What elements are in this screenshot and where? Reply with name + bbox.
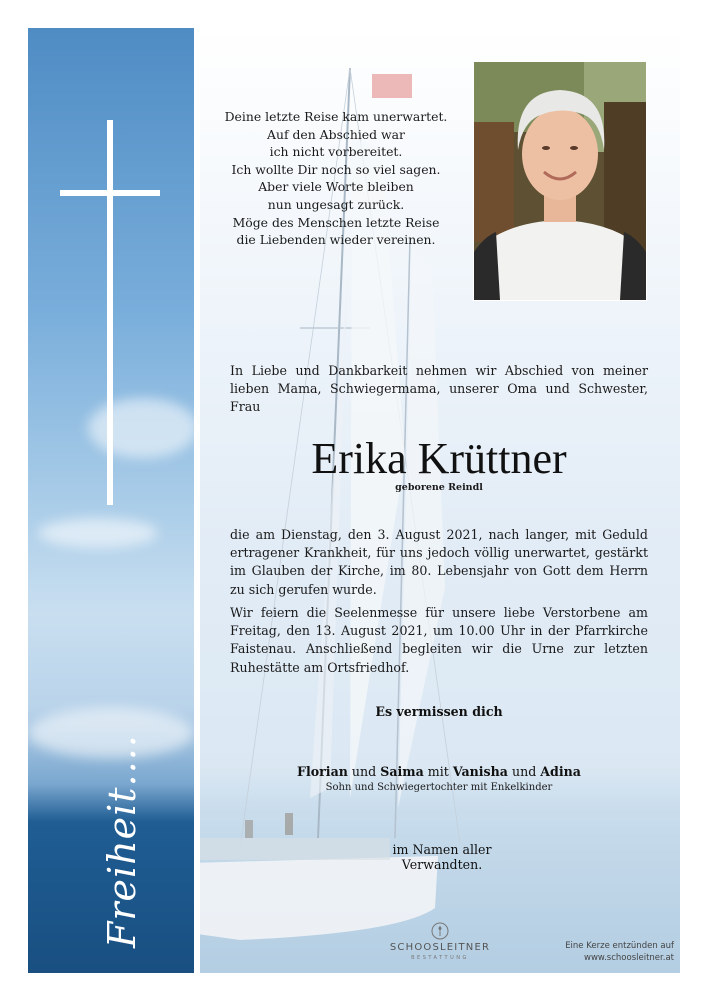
poem-line: ich nicht vorbereitet. bbox=[269, 144, 403, 160]
death-notice-text: die am Dienstag, den 3. August 2021, nach langer, mit Geduld ertragener Krankheit, für uns jedoch völlig unerwartet, gestärkt im Glauben der Kirche, im 80. Lebensjahr von Gott dem Herrn zu sich gerufen wurde. bbox=[230, 527, 648, 597]
connector-word: und bbox=[511, 764, 537, 779]
poem-line: Deine letzte Reise kam unerwartet. bbox=[224, 109, 448, 124]
mourners-relation: Sohn und Schwiegertochter mit Enkelkinder bbox=[325, 782, 553, 793]
funeral-notice-text: Wir feiern die Seelenmesse für unsere liebe Verstorbene am Freitag, den 13. August 2021, um 10.00 Uhr in der Pfarrkirche Faistenau. Anschließend begleiten wir die Urne zur letzten Ruhestätte am Ortsfriedhof. bbox=[230, 605, 648, 675]
maiden-name: geborene Reindl bbox=[395, 482, 483, 493]
relatives-text: im Namen aller Verwandten. bbox=[392, 842, 492, 872]
poem-line: Ich wollte Dir noch so viel sagen. bbox=[231, 161, 441, 177]
poem-line: Aber viele Worte bleiben bbox=[258, 179, 414, 195]
poem-line: Möge des Menschen letzte Reise bbox=[232, 214, 440, 230]
poem-line: nun ungesagt zurück. bbox=[267, 196, 405, 212]
cloud-decoration bbox=[88, 398, 194, 458]
logo-subtitle: BESTATTUNG bbox=[411, 955, 469, 961]
sidebar-vertical-text: Freiheit.... bbox=[100, 734, 144, 948]
connector-word: mit bbox=[427, 764, 449, 779]
poem bbox=[222, 108, 450, 249]
poem-line: die Liebenden wieder vereinen. bbox=[236, 232, 436, 248]
rose-logo-icon bbox=[431, 922, 449, 940]
mourner-name: Saima bbox=[380, 764, 424, 779]
intro-text: In Liebe und Dankbarkeit nehmen wir Abschied von meiner lieben Mama, Schwiegermama, unserer Oma und Schwester, Frau bbox=[230, 363, 648, 414]
mourner-name: Vanisha bbox=[452, 764, 508, 779]
candle-text: Eine Kerze entzünden auf bbox=[565, 941, 674, 951]
candle-link-block bbox=[530, 940, 674, 964]
mourner-name: Adina bbox=[540, 764, 581, 779]
cross-icon bbox=[107, 120, 113, 505]
poem-line: Auf den Abschied war bbox=[267, 126, 405, 142]
logo-name: SCHOOSLEITNER bbox=[389, 942, 491, 953]
website-link[interactable]: www.schoosleitner.at bbox=[584, 953, 674, 963]
portrait-photo bbox=[473, 61, 647, 301]
cross-icon-bar bbox=[60, 190, 160, 196]
mourners-heading: Es vermissen dich bbox=[375, 704, 503, 719]
cloud-decoration bbox=[38, 518, 158, 548]
mourners-names bbox=[230, 764, 648, 779]
connector-word: und bbox=[351, 764, 377, 779]
mourner-name: Florian bbox=[297, 764, 348, 779]
deceased-name: Erika Krüttner bbox=[311, 434, 567, 483]
